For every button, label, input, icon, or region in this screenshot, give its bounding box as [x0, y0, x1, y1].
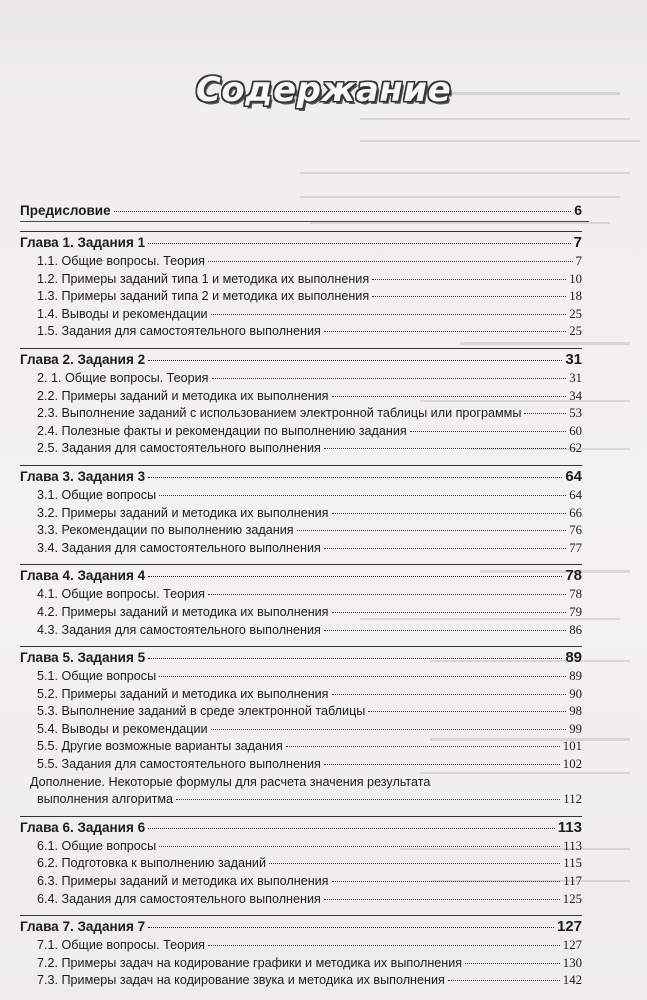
chapter-page-number: 127	[556, 918, 582, 936]
toc-preface[interactable]	[20, 200, 582, 221]
toc-entry[interactable]	[20, 972, 582, 990]
toc-entry-label: 2.4. Полезные факты и рекомендации по выполнению задания	[37, 423, 407, 438]
toc-page-number: 86	[569, 622, 582, 637]
toc-entry-label: 5.5. Другие возможные варианты задания	[37, 739, 283, 754]
toc-page-number: 7	[575, 254, 582, 268]
toc-entry-label: 3.1. Общие вопросы	[37, 487, 157, 502]
toc-entry[interactable]	[20, 891, 582, 909]
toc-entry[interactable]	[20, 423, 582, 441]
leader-dots	[148, 576, 562, 577]
toc-entry[interactable]	[20, 306, 582, 324]
toc-page-number: 62	[569, 441, 582, 456]
toc-entry[interactable]	[20, 253, 582, 271]
chapter-page-number: 78	[565, 567, 582, 585]
leader-dots	[324, 764, 560, 765]
leader-dots	[148, 477, 562, 478]
toc-page-number: 102	[562, 757, 582, 772]
toc-entry-label: выполнения алгоритма	[37, 792, 174, 807]
leader-dots	[148, 243, 571, 244]
leader-dots	[324, 448, 566, 449]
toc-entry-label: 7.2. Примеры задач на кодирование графики и методика их выполнения	[37, 955, 463, 970]
toc-entry-label: 7.3. Примеры задач на кодирование звука и методика их выполнения	[37, 973, 445, 988]
leader-dots	[332, 881, 561, 882]
toc-entry[interactable]	[20, 838, 582, 856]
toc-entry-label: 4.1. Общие вопросы. Теория	[37, 587, 205, 602]
toc-entry-label: 6.3. Примеры заданий и методика их выполнения	[37, 874, 329, 889]
leader-dots	[324, 899, 560, 900]
leader-dots	[410, 431, 566, 432]
leader-dots	[332, 513, 567, 514]
toc-entry-label: 3.2. Примеры заданий и методика их выполнения	[37, 505, 329, 520]
toc-entry[interactable]	[20, 604, 582, 622]
chapter-label: Глава 6. Задания 6	[20, 819, 146, 835]
chapter-label: Глава 3. Задания 3	[20, 468, 146, 484]
toc-page-number: 99	[569, 721, 582, 736]
toc-entry-label: 4.2. Примеры заданий и методика их выполнения	[37, 604, 329, 619]
toc-entry-label: 5.3. Выполнение заданий в среде электронной таблицы	[37, 704, 366, 719]
toc-page-number: 115	[563, 856, 582, 871]
toc-entry-label: 1.3. Примеры заданий типа 2 и методика их выполнения	[37, 289, 370, 304]
toc-entry[interactable]	[20, 388, 582, 406]
leader-dots	[524, 413, 566, 414]
toc-entry[interactable]	[20, 271, 582, 289]
leader-dots	[332, 612, 567, 613]
chapter-label: Глава 7. Задания 7	[20, 919, 146, 935]
toc-entry-label: Предисловие	[20, 203, 111, 218]
toc-entry[interactable]	[20, 703, 582, 721]
toc-page-number: 79	[569, 604, 582, 619]
toc-page-number: 60	[569, 423, 582, 438]
toc-entry-label: 2. 1. Общие вопросы. Теория	[37, 370, 209, 385]
leader-dots	[148, 360, 562, 361]
leader-dots	[368, 711, 566, 712]
toc-entry-label: 6.4. Задания для самостоятельного выполнения	[37, 891, 321, 906]
toc-page-number: 113	[563, 838, 582, 853]
toc-entry-label: 6.2. Подготовка к выполнению заданий	[37, 856, 266, 871]
leader-dots	[286, 746, 560, 747]
toc-page-number: 10	[569, 271, 582, 286]
toc-entry[interactable]	[20, 855, 582, 873]
leader-dots	[159, 846, 560, 847]
toc-page-number: 31	[569, 370, 582, 385]
leader-dots	[448, 980, 560, 981]
toc-entry-label: 5.4. Выводы и рекомендации	[37, 721, 208, 736]
toc-entry-label: 4.3. Задания для самостоятельного выполнения	[37, 622, 321, 637]
toc-page-number: 125	[562, 891, 582, 906]
toc-entry[interactable]	[20, 487, 582, 505]
toc-entry[interactable]	[20, 955, 582, 973]
toc-page-number: 112	[563, 792, 582, 807]
toc-entry-label: 1.1. Общие вопросы. Теория	[37, 254, 205, 268]
leader-dots	[114, 211, 572, 212]
leader-dots	[269, 863, 560, 864]
toc-page-number: 78	[569, 587, 582, 602]
toc-page-number: 77	[569, 540, 582, 555]
page-title: Содержание	[195, 70, 452, 110]
toc-page-number: 117	[563, 874, 582, 889]
table-of-contents	[20, 196, 582, 990]
leader-dots	[297, 530, 567, 531]
toc-entry[interactable]	[20, 738, 582, 756]
toc-page-number: 64	[569, 487, 582, 502]
leader-dots	[208, 594, 566, 595]
leader-dots	[159, 676, 566, 677]
toc-page-number: 90	[569, 686, 582, 701]
toc-page-number: 25	[569, 324, 582, 339]
toc-entry[interactable]	[20, 622, 582, 640]
toc-entry-label: 1.5. Задания для самостоятельного выполнения	[37, 324, 321, 339]
toc-entry[interactable]	[20, 405, 582, 423]
toc-page-number: 98	[569, 704, 582, 719]
toc-entry[interactable]	[20, 721, 582, 739]
toc-entry-label: 7.1. Общие вопросы. Теория	[37, 938, 205, 953]
toc-entry[interactable]	[20, 668, 582, 686]
leader-dots	[324, 548, 566, 549]
toc-entry-label: 1.2. Примеры заданий типа 1 и методика их выполнения	[37, 271, 370, 286]
toc-chapter[interactable]	[20, 915, 582, 937]
toc-page-number: 76	[569, 523, 582, 538]
toc-entry[interactable]	[20, 937, 582, 955]
toc-entry[interactable]	[20, 540, 582, 558]
chapter-page-number: 31	[565, 350, 582, 368]
chapter-label: Глава 5. Задания 5	[20, 650, 146, 666]
toc-chapter[interactable]	[20, 564, 582, 586]
toc-entry-label: 5.5. Задания для самостоятельного выполнения	[37, 757, 321, 772]
toc-chapter[interactable]	[20, 231, 582, 253]
toc-page-number: 142	[562, 973, 582, 988]
toc-page-number: 66	[569, 505, 582, 520]
toc-chapter[interactable]	[20, 816, 582, 838]
leader-dots	[324, 331, 566, 332]
chapter-page-number: 7	[573, 234, 582, 251]
toc-page-number: 89	[569, 669, 582, 684]
toc-entry-label: 3.3. Рекомендации по выполнению задания	[37, 523, 294, 538]
toc-entry[interactable]	[20, 586, 582, 604]
toc-page-number: 53	[569, 406, 582, 421]
chapter-label: Глава 1. Задания 1	[20, 235, 146, 250]
toc-addendum-line[interactable]: Дополнение. Некоторые формулы для расчета значения результата	[30, 774, 431, 789]
chapter-label: Глава 2. Задания 2	[20, 351, 146, 367]
toc-chapter[interactable]	[20, 646, 582, 668]
toc-page-number: 6	[574, 202, 582, 218]
leader-dots	[148, 927, 554, 928]
toc-entry-label: 2.3. Выполнение заданий с использованием электронной таблицы или программы	[37, 406, 522, 421]
leader-dots	[208, 261, 573, 262]
toc-entry[interactable]	[20, 440, 582, 458]
leader-dots	[372, 296, 566, 297]
toc-entry[interactable]	[20, 873, 582, 891]
toc-entry-label: 3.4. Задания для самостоятельного выполнения	[37, 540, 321, 555]
leader-dots	[212, 378, 567, 379]
toc-entry[interactable]	[20, 323, 582, 341]
toc-page-number: 34	[569, 388, 582, 403]
toc-entry[interactable]	[20, 370, 582, 388]
toc-entry-label: 2.5. Задания для самостоятельного выполнения	[37, 441, 321, 456]
toc-page-number: 18	[569, 289, 582, 304]
toc-page-number: 101	[562, 739, 582, 754]
leader-dots	[208, 945, 560, 946]
toc-entry-label: 5.1. Общие вопросы	[37, 669, 157, 684]
leader-dots	[159, 495, 566, 496]
chapter-page-number: 89	[565, 649, 582, 667]
toc-entry-label: 1.4. Выводы и рекомендации	[37, 306, 208, 321]
toc-chapter[interactable]	[20, 348, 582, 370]
chapter-page-number: 113	[557, 818, 582, 836]
toc-entry[interactable]	[20, 505, 582, 523]
leader-dots	[148, 828, 555, 829]
leader-dots	[148, 658, 562, 659]
leader-dots	[332, 694, 567, 695]
toc-entry-label: 5.2. Примеры заданий и методика их выполнения	[37, 686, 329, 701]
toc-page-number: 25	[569, 306, 582, 321]
toc-page-number: 130	[562, 955, 582, 970]
chapter-page-number: 64	[565, 467, 582, 485]
toc-entry[interactable]	[20, 288, 582, 306]
toc-entry[interactable]	[20, 686, 582, 704]
leader-dots	[324, 630, 566, 631]
toc-entry-label: 2.2. Примеры заданий и методика их выполнения	[37, 388, 329, 403]
leader-dots	[372, 279, 566, 280]
leader-dots	[332, 396, 567, 397]
chapter-label: Глава 4. Задания 4	[20, 568, 146, 584]
toc-entry[interactable]	[20, 522, 582, 540]
leader-dots	[211, 314, 567, 315]
toc-entry[interactable]	[20, 791, 582, 809]
leader-dots	[176, 799, 560, 800]
leader-dots	[465, 963, 560, 964]
toc-entry[interactable]	[20, 756, 582, 774]
toc-page-number: 127	[562, 938, 582, 953]
toc-chapter[interactable]	[20, 465, 582, 487]
leader-dots	[211, 729, 567, 730]
toc-entry-label: 6.1. Общие вопросы	[37, 838, 157, 853]
